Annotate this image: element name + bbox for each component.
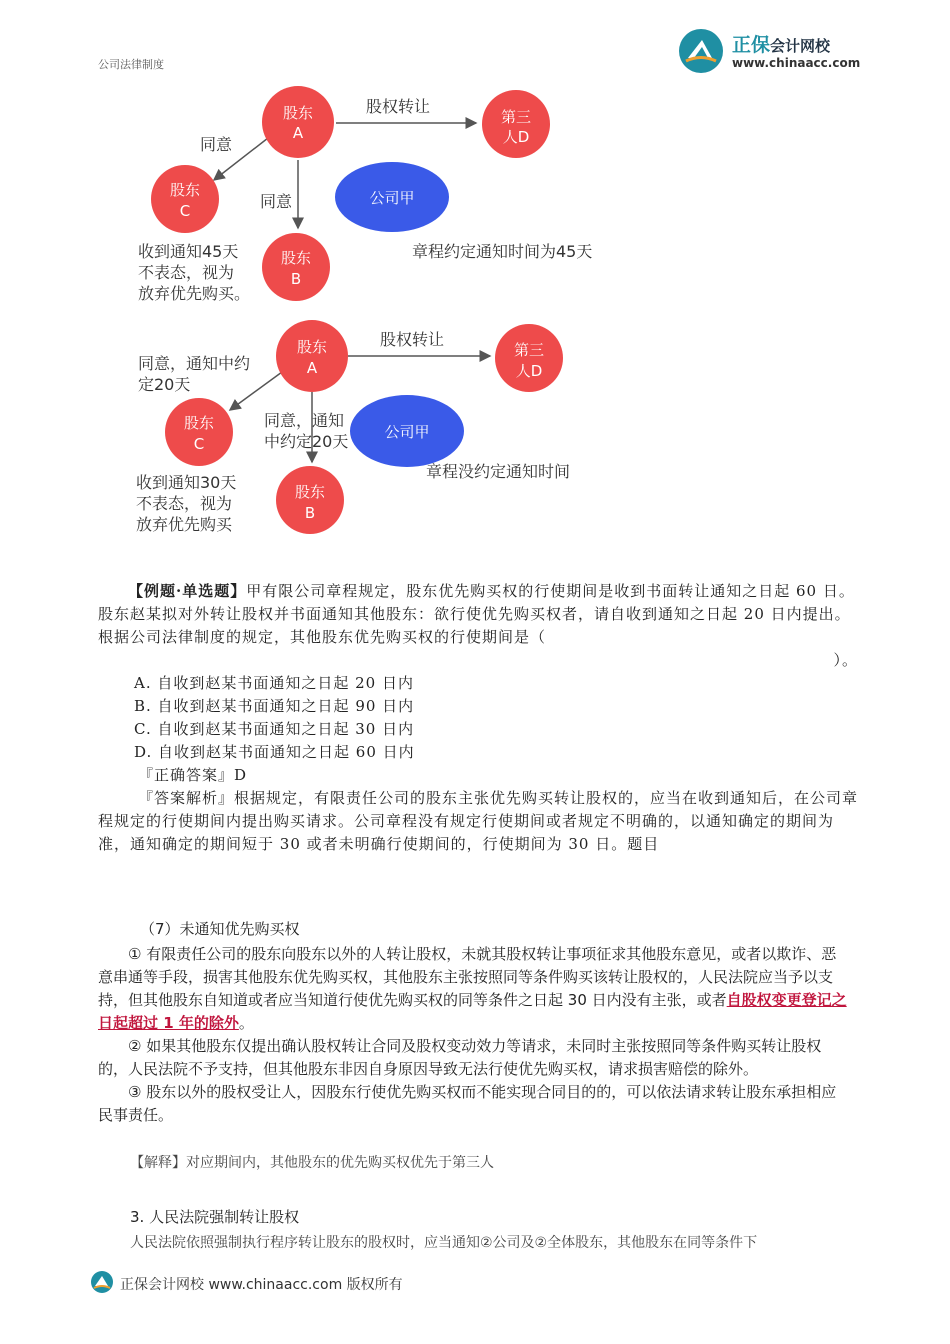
arrow2-a-to-c (230, 372, 282, 410)
shareholder-diagrams (0, 0, 950, 560)
logo-name-main: 正保 (732, 34, 771, 56)
node-b-line2: B (290, 270, 302, 288)
section-7-cut-note: 【解释】对应期间内，其他股东的优先购买权优先于第三人 (130, 1155, 494, 1171)
section-7-para-3: ③ 股东以外的股权受让人，因股东行使优先购买权而不能实现合同目的的，可以依法请求转让股东承担相应民事责任。 (98, 1083, 837, 1124)
node2-a-line1: 股东 (296, 338, 328, 356)
node2-company-label: 公司甲 (384, 423, 430, 441)
section-7 (98, 918, 850, 1127)
node2-c-line1: 股东 (183, 414, 215, 432)
node2-c-line2: C (193, 435, 205, 453)
correct-answer: 『正确答案』D (138, 766, 248, 784)
answer-analysis: 『答案解析』根据规定，有限责任公司的股东主张优先购买转让股权的，应当在收到通知后，在公司章程规定的行使期间内提出购买请求。公司章程没有规定行使期间或者规定不明确的，以通知确定的期间为准，通知确定的期间短于 30 或者未明确行使期间的，行使期间为 30 日。题目 (98, 789, 859, 853)
logo-url: www.chinaacc.com (732, 56, 861, 70)
node2-d-line1: 第三 (513, 341, 545, 359)
label-agree-b: 同意 (260, 192, 293, 211)
node-a-line1: 股东 (282, 104, 314, 122)
section-7-para-2: ② 如果其他股东仅提出确认股权转让合同及股权变动效力等请求，未同时主张按照同等条件购买转让股权的，人民法院不予支持，但其他股东非因自身原因导致无法行使优先购买权，请求损害赔偿的除外。 (98, 1037, 822, 1078)
label2-transfer: 股权转让 (380, 330, 445, 349)
node2-shareholder-c (165, 398, 233, 466)
note-c-line1: 收到通知45天 (138, 242, 239, 261)
option-c: C. 自收到赵某书面通知之日起 30 日内 (134, 720, 415, 738)
note-c-line3: 放弃优先购买。 (138, 284, 251, 303)
para-1-end: 。 (238, 1014, 254, 1032)
section-7-para-1 (98, 943, 850, 1035)
node2-d-line2: 人D (515, 362, 543, 380)
label-transfer: 股权转让 (366, 97, 431, 116)
node-shareholder-b (262, 233, 330, 301)
para-1-highlight: 自股权变更登记之日起超过 1 年的除外 (98, 991, 847, 1032)
label2-agree-b-line2: 中约定20天 (264, 432, 349, 451)
node2-b-line2: B (304, 504, 316, 522)
node-c-line1: 股东 (169, 181, 201, 199)
node-b-line1: 股东 (280, 249, 312, 267)
label2-agree-b-line1: 同意，通知 (264, 411, 345, 430)
node2-shareholder-a (276, 320, 348, 392)
label-agree-c: 同意 (200, 135, 233, 154)
node2-b-line1: 股东 (294, 483, 326, 501)
node-shareholder-a (262, 86, 334, 158)
node-c-line2: C (179, 202, 191, 220)
footer-text: 正保会计网校 www.chinaacc.com 版权所有 (120, 1277, 403, 1293)
node-company-label: 公司甲 (369, 189, 415, 207)
option-b: B. 自收到赵某书面通知之日起 90 日内 (134, 697, 415, 715)
node-d-line2: 人D (502, 128, 530, 146)
option-a: A. 自收到赵某书面通知之日起 20 日内 (134, 674, 414, 692)
label2-agree-c-line1: 同意，通知中约 (138, 354, 251, 373)
note2-c-line1: 收到通知30天 (136, 473, 237, 492)
diagram-1 (138, 86, 592, 303)
footer-logo-icon (90, 1270, 114, 1294)
section-7-title: （7）未通知优先购买权 (140, 920, 300, 938)
node2-a-line2: A (306, 359, 318, 377)
question-text: 甲有限公司章程规定，股东优先购买权的行使期间是收到书面转让通知之日起 60 日。股东赵某拟对外转让股权并书面通知其他股东：欲行使优先购买权者，请自收到通知之日起 20 日内提出。根据公司法律制度的规定，其他股东优先购买权的行使期间是（ (98, 582, 855, 646)
label2-agree-c-line2: 定20天 (138, 375, 191, 394)
note-company: 章程约定通知时间为45天 (412, 242, 593, 261)
question-title: 【例题·单选题】 (128, 582, 247, 600)
node-d-line1: 第三 (500, 108, 532, 126)
diagram-2 (136, 320, 570, 534)
node-shareholder-c (151, 165, 219, 233)
section-3-cut-text: 人民法院依照强制执行程序转让股东的股权时，应当通知②公司及②全体股东，其他股东在同等条件下 (130, 1235, 758, 1251)
note-c-line2: 不表态，视为 (138, 263, 235, 282)
section-3-title: 3. 人民法院强制转让股权 (130, 1208, 300, 1226)
option-d: D. 自收到赵某书面通知之日起 60 日内 (134, 743, 415, 761)
note2-company: 章程没约定通知时间 (426, 462, 571, 481)
note2-c-line3: 放弃优先购买 (136, 515, 233, 534)
logo-name-sub: 会计网校 (770, 37, 831, 55)
note2-c-line2: 不表态，视为 (136, 494, 233, 513)
example-question (98, 580, 858, 856)
question-stem (98, 580, 858, 649)
node-a-line2: A (292, 124, 304, 142)
running-header: 公司法律制度 (98, 58, 164, 71)
para-1-text: ① 有限责任公司的股东向股东以外的人转让股权，未就其股权转让事项征求其他股东意见，或者以欺诈、恶意串通等手段，损害其他股东优先购买权，其他股东主张按照同等条件购买该转让股权的，人民法院应当予以支持，但其他股东自知道或者应当知道行使优先购买权的同等条件之日起 30 日内没有主张，或者 (98, 945, 837, 1009)
question-bracket-end: ）。 (833, 651, 858, 669)
